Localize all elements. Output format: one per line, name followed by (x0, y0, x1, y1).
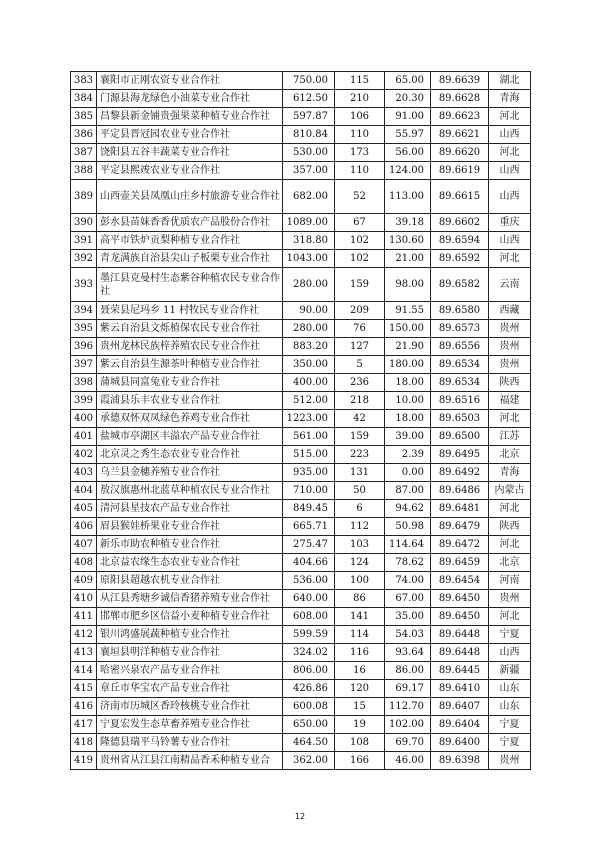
amount-cell: 536.00 (283, 572, 335, 590)
income-cell: 114.64 (385, 536, 431, 554)
row-number-cell: 386 (71, 126, 97, 144)
cooperative-name-cell: 青龙满族自治县尖山子板栗专业合作社 (97, 250, 283, 268)
row-number-cell: 388 (71, 162, 97, 180)
score-cell: 89.6516 (431, 392, 489, 410)
row-number-cell: 406 (71, 518, 97, 536)
table-row (71, 232, 531, 250)
income-cell: 91.55 (385, 302, 431, 320)
score-cell: 89.6448 (431, 644, 489, 662)
score-cell: 89.6448 (431, 626, 489, 644)
amount-cell: 612.50 (283, 90, 335, 108)
province-cell: 河北 (489, 144, 531, 162)
members-cell: 209 (335, 302, 385, 320)
income-cell: 113.00 (385, 180, 431, 214)
members-cell: 114 (335, 626, 385, 644)
score-cell: 89.6500 (431, 428, 489, 446)
cooperative-name-cell: 紫云自治县文烁植保农民专业合作社 (97, 320, 283, 338)
table-row (71, 554, 531, 572)
members-cell: 19 (335, 716, 385, 734)
score-cell: 89.6410 (431, 680, 489, 698)
score-cell: 89.6407 (431, 698, 489, 716)
score-cell: 89.6534 (431, 356, 489, 374)
cooperative-name-cell: 墨江县克曼村生态紫谷种植农民专业合作社 (97, 268, 283, 302)
table-row (71, 250, 531, 268)
province-cell: 贵州 (489, 590, 531, 608)
amount-cell: 1089.00 (283, 214, 335, 232)
amount-cell: 1043.00 (283, 250, 335, 268)
members-cell: 166 (335, 752, 385, 770)
members-cell: 108 (335, 734, 385, 752)
income-cell: 86.00 (385, 662, 431, 680)
table-row (71, 482, 531, 500)
province-cell: 宁夏 (489, 626, 531, 644)
amount-cell: 275.47 (283, 536, 335, 554)
score-cell: 89.6400 (431, 734, 489, 752)
province-cell: 宁夏 (489, 716, 531, 734)
row-number-cell: 411 (71, 608, 97, 626)
cooperative-name-cell: 眉县猴娃桥果业专业合作社 (97, 518, 283, 536)
province-cell: 江苏 (489, 428, 531, 446)
score-cell: 89.6615 (431, 180, 489, 214)
table-row (71, 752, 531, 770)
score-cell: 89.6445 (431, 662, 489, 680)
cooperative-name-cell: 乌兰县金穗养殖专业合作社 (97, 464, 283, 482)
row-number-cell: 403 (71, 464, 97, 482)
province-cell: 山东 (489, 698, 531, 716)
row-number-cell: 417 (71, 716, 97, 734)
income-cell: 18.00 (385, 410, 431, 428)
cooperative-name-cell: 平定县晋冠园农业专业合作社 (97, 126, 283, 144)
cooperative-name-cell: 北京灵之秀生态农业专业合作社 (97, 446, 283, 464)
score-cell: 89.6492 (431, 464, 489, 482)
cooperative-name-cell: 襄垣县明洋种植专业合作社 (97, 644, 283, 662)
score-cell: 89.6580 (431, 302, 489, 320)
score-cell: 89.6503 (431, 410, 489, 428)
members-cell: 127 (335, 338, 385, 356)
amount-cell: 650.00 (283, 716, 335, 734)
table-row (71, 268, 531, 302)
members-cell: 106 (335, 108, 385, 126)
row-number-cell: 383 (71, 72, 97, 90)
row-number-cell: 407 (71, 536, 97, 554)
row-number-cell: 391 (71, 232, 97, 250)
income-cell: 67.00 (385, 590, 431, 608)
income-cell: 20.30 (385, 90, 431, 108)
income-cell: 112.70 (385, 698, 431, 716)
province-cell: 贵州 (489, 356, 531, 374)
table-row (71, 716, 531, 734)
province-cell: 新疆 (489, 662, 531, 680)
income-cell: 65.00 (385, 72, 431, 90)
amount-cell: 710.00 (283, 482, 335, 500)
province-cell: 山西 (489, 180, 531, 214)
province-cell: 青海 (489, 464, 531, 482)
score-cell: 89.6594 (431, 232, 489, 250)
province-cell: 福建 (489, 392, 531, 410)
score-cell: 89.6639 (431, 72, 489, 90)
score-cell: 89.6573 (431, 320, 489, 338)
table-row (71, 644, 531, 662)
score-cell: 89.6602 (431, 214, 489, 232)
income-cell: 78.62 (385, 554, 431, 572)
province-cell: 北京 (489, 446, 531, 464)
income-cell: 0.00 (385, 464, 431, 482)
cooperative-name-cell: 承德双怀双凤绿色养鸡专业合作社 (97, 410, 283, 428)
cooperative-name-cell: 济南市历城区香玲核桃专业合作社 (97, 698, 283, 716)
cooperative-list-table (70, 71, 531, 770)
amount-cell: 806.00 (283, 662, 335, 680)
income-cell: 98.00 (385, 268, 431, 302)
cooperative-name-cell: 山西壶关县凤凰山庄乡村旅游专业合作社 (97, 180, 283, 214)
cooperative-name-cell: 昌黎县新金铺贵强果菜种植专业合作社 (97, 108, 283, 126)
row-number-cell: 387 (71, 144, 97, 162)
income-cell: 54.03 (385, 626, 431, 644)
score-cell: 89.6459 (431, 554, 489, 572)
amount-cell: 426.86 (283, 680, 335, 698)
province-cell: 贵州 (489, 320, 531, 338)
row-number-cell: 409 (71, 572, 97, 590)
row-number-cell: 416 (71, 698, 97, 716)
table-row (71, 72, 531, 90)
cooperative-name-cell: 新乐市助农种植专业合作社 (97, 536, 283, 554)
income-cell: 18.00 (385, 374, 431, 392)
amount-cell: 362.00 (283, 752, 335, 770)
row-number-cell: 385 (71, 108, 97, 126)
row-number-cell: 404 (71, 482, 97, 500)
score-cell: 89.6592 (431, 250, 489, 268)
row-number-cell: 399 (71, 392, 97, 410)
cooperative-name-cell: 清河县星技农产品专业合作社 (97, 500, 283, 518)
members-cell: 16 (335, 662, 385, 680)
province-cell: 河北 (489, 536, 531, 554)
row-number-cell: 405 (71, 500, 97, 518)
province-cell: 贵州 (489, 338, 531, 356)
cooperative-name-cell: 盐城市亭湖区丰溢农产品专业合作社 (97, 428, 283, 446)
score-cell: 89.6454 (431, 572, 489, 590)
income-cell: 91.00 (385, 108, 431, 126)
table-row (71, 464, 531, 482)
row-number-cell: 414 (71, 662, 97, 680)
province-cell: 山东 (489, 680, 531, 698)
row-number-cell: 413 (71, 644, 97, 662)
amount-cell: 350.00 (283, 356, 335, 374)
table-row (71, 518, 531, 536)
table-row (71, 126, 531, 144)
amount-cell: 357.00 (283, 162, 335, 180)
province-cell: 湖北 (489, 72, 531, 90)
score-cell: 89.6582 (431, 268, 489, 302)
amount-cell: 530.00 (283, 144, 335, 162)
row-number-cell: 418 (71, 734, 97, 752)
province-cell: 贵州 (489, 752, 531, 770)
table-row (71, 626, 531, 644)
table-row (71, 410, 531, 428)
score-cell: 89.6556 (431, 338, 489, 356)
income-cell: 69.70 (385, 734, 431, 752)
members-cell: 112 (335, 518, 385, 536)
members-cell: 131 (335, 464, 385, 482)
row-number-cell: 398 (71, 374, 97, 392)
row-number-cell: 410 (71, 590, 97, 608)
members-cell: 110 (335, 126, 385, 144)
income-cell: 21.00 (385, 250, 431, 268)
cooperative-name-cell: 敖汉旗惠州北蓝草种植农民专业合作社 (97, 482, 283, 500)
province-cell: 北京 (489, 554, 531, 572)
province-cell: 云南 (489, 268, 531, 302)
table-row (71, 180, 531, 214)
members-cell: 210 (335, 90, 385, 108)
amount-cell: 324.02 (283, 644, 335, 662)
cooperative-name-cell: 聂荣县尼玛乡 11 村牧民专业合作社 (97, 302, 283, 320)
table-row (71, 590, 531, 608)
score-cell: 89.6398 (431, 752, 489, 770)
cooperative-name-cell: 银川鸿盛展蔬种植专业合作社 (97, 626, 283, 644)
members-cell: 159 (335, 428, 385, 446)
score-cell: 89.6619 (431, 162, 489, 180)
amount-cell: 682.00 (283, 180, 335, 214)
cooperative-name-cell: 贵州龙林民族梓养殖农民专业合作社 (97, 338, 283, 356)
members-cell: 6 (335, 500, 385, 518)
row-number-cell: 389 (71, 180, 97, 214)
score-cell: 89.6495 (431, 446, 489, 464)
income-cell: 39.18 (385, 214, 431, 232)
table-row (71, 108, 531, 126)
members-cell: 5 (335, 356, 385, 374)
table-row (71, 90, 531, 108)
cooperative-name-cell: 门源县海龙绿色小油菜专业合作社 (97, 90, 283, 108)
amount-cell: 600.08 (283, 698, 335, 716)
members-cell: 110 (335, 162, 385, 180)
province-cell: 西藏 (489, 302, 531, 320)
cooperative-name-cell: 平定县熙竣农业专业合作社 (97, 162, 283, 180)
cooperative-name-cell: 原阳县超越农机专业合作社 (97, 572, 283, 590)
members-cell: 124 (335, 554, 385, 572)
score-cell: 89.6486 (431, 482, 489, 500)
table-row (71, 608, 531, 626)
page-number: 12 (294, 812, 306, 821)
province-cell: 青海 (489, 90, 531, 108)
members-cell: 236 (335, 374, 385, 392)
row-number-cell: 390 (71, 214, 97, 232)
income-cell: 55.97 (385, 126, 431, 144)
amount-cell: 280.00 (283, 268, 335, 302)
table-row (71, 392, 531, 410)
members-cell: 103 (335, 536, 385, 554)
score-cell: 89.6472 (431, 536, 489, 554)
members-cell: 86 (335, 590, 385, 608)
province-cell: 河北 (489, 608, 531, 626)
amount-cell: 404.66 (283, 554, 335, 572)
table-row (71, 536, 531, 554)
income-cell: 50.98 (385, 518, 431, 536)
table-row (71, 446, 531, 464)
cooperative-name-cell: 北京益农缘生态农业专业合作社 (97, 554, 283, 572)
members-cell: 52 (335, 180, 385, 214)
score-cell: 89.6481 (431, 500, 489, 518)
cooperative-name-cell: 邯郸市肥乡区信益小麦种植专业合作社 (97, 608, 283, 626)
income-cell: 56.00 (385, 144, 431, 162)
members-cell: 15 (335, 698, 385, 716)
province-cell: 河北 (489, 108, 531, 126)
row-number-cell: 392 (71, 250, 97, 268)
province-cell: 陕西 (489, 518, 531, 536)
row-number-cell: 402 (71, 446, 97, 464)
province-cell: 山西 (489, 644, 531, 662)
cooperative-name-cell: 蒲城县同富兔业专业合作社 (97, 374, 283, 392)
cooperative-name-cell: 襄阳市正刚农资专业合作社 (97, 72, 283, 90)
table-row (71, 500, 531, 518)
table-row (71, 428, 531, 446)
amount-cell: 750.00 (283, 72, 335, 90)
cooperative-name-cell: 高平市铁炉贡梨种植专业合作社 (97, 232, 283, 250)
cooperative-name-cell: 从江县秀塘乡诚信香猪养殖专业合作社 (97, 590, 283, 608)
amount-cell: 90.00 (283, 302, 335, 320)
income-cell: 2.39 (385, 446, 431, 464)
income-cell: 10.00 (385, 392, 431, 410)
amount-cell: 849.45 (283, 500, 335, 518)
income-cell: 150.00 (385, 320, 431, 338)
province-cell: 山西 (489, 126, 531, 144)
members-cell: 50 (335, 482, 385, 500)
score-cell: 89.6621 (431, 126, 489, 144)
members-cell: 102 (335, 232, 385, 250)
province-cell: 陕西 (489, 374, 531, 392)
table-row (71, 144, 531, 162)
province-cell: 河北 (489, 250, 531, 268)
income-cell: 35.00 (385, 608, 431, 626)
amount-cell: 599.59 (283, 626, 335, 644)
table-row (71, 338, 531, 356)
row-number-cell: 397 (71, 356, 97, 374)
members-cell: 159 (335, 268, 385, 302)
province-cell: 山西 (489, 232, 531, 250)
row-number-cell: 412 (71, 626, 97, 644)
row-number-cell: 393 (71, 268, 97, 302)
amount-cell: 512.00 (283, 392, 335, 410)
income-cell: 130.60 (385, 232, 431, 250)
cooperative-name-cell: 贵州省从江县江南精品香禾种植专业合 (97, 752, 283, 770)
income-cell: 69.17 (385, 680, 431, 698)
row-number-cell: 394 (71, 302, 97, 320)
members-cell: 115 (335, 72, 385, 90)
members-cell: 218 (335, 392, 385, 410)
members-cell: 67 (335, 214, 385, 232)
income-cell: 93.64 (385, 644, 431, 662)
members-cell: 102 (335, 250, 385, 268)
score-cell: 89.6620 (431, 144, 489, 162)
cooperative-name-cell: 霞浦县乐丰农业专业合作社 (97, 392, 283, 410)
amount-cell: 665.71 (283, 518, 335, 536)
table-row (71, 320, 531, 338)
cooperative-name-cell: 哈密兴泉农产品专业合作社 (97, 662, 283, 680)
table-row (71, 374, 531, 392)
row-number-cell: 419 (71, 752, 97, 770)
score-cell: 89.6479 (431, 518, 489, 536)
amount-cell: 1223.00 (283, 410, 335, 428)
table-row (71, 734, 531, 752)
cooperative-name-cell: 紫云自治县生源茶叶种植专业合作社 (97, 356, 283, 374)
table-body (71, 72, 531, 770)
table-row (71, 698, 531, 716)
table-row (71, 356, 531, 374)
table-row (71, 662, 531, 680)
row-number-cell: 400 (71, 410, 97, 428)
members-cell: 141 (335, 608, 385, 626)
province-cell: 重庆 (489, 214, 531, 232)
province-cell: 山西 (489, 162, 531, 180)
score-cell: 89.6628 (431, 90, 489, 108)
cooperative-name-cell: 宁夏宏发生态草畜养殖专业合作社 (97, 716, 283, 734)
amount-cell: 608.00 (283, 608, 335, 626)
members-cell: 120 (335, 680, 385, 698)
income-cell: 21.90 (385, 338, 431, 356)
amount-cell: 515.00 (283, 446, 335, 464)
province-cell: 河北 (489, 410, 531, 428)
cooperative-name-cell: 隆德县瑞平马铃薯专业合作社 (97, 734, 283, 752)
row-number-cell: 408 (71, 554, 97, 572)
province-cell: 内蒙古 (489, 482, 531, 500)
score-cell: 89.6623 (431, 108, 489, 126)
amount-cell: 280.00 (283, 320, 335, 338)
income-cell: 46.00 (385, 752, 431, 770)
cooperative-name-cell: 彭水县苗妹香香优质农产品股份合作社 (97, 214, 283, 232)
members-cell: 76 (335, 320, 385, 338)
amount-cell: 464.50 (283, 734, 335, 752)
amount-cell: 400.00 (283, 374, 335, 392)
amount-cell: 640.00 (283, 590, 335, 608)
members-cell: 173 (335, 144, 385, 162)
members-cell: 42 (335, 410, 385, 428)
row-number-cell: 415 (71, 680, 97, 698)
row-number-cell: 396 (71, 338, 97, 356)
cooperative-name-cell: 章丘市华宝农产品专业合作社 (97, 680, 283, 698)
members-cell: 223 (335, 446, 385, 464)
score-cell: 89.6404 (431, 716, 489, 734)
amount-cell: 318.80 (283, 232, 335, 250)
score-cell: 89.6534 (431, 374, 489, 392)
amount-cell: 883.20 (283, 338, 335, 356)
income-cell: 180.00 (385, 356, 431, 374)
table-row (71, 162, 531, 180)
income-cell: 94.62 (385, 500, 431, 518)
table-row (71, 214, 531, 232)
income-cell: 39.00 (385, 428, 431, 446)
cooperative-name-cell: 饶阳县五谷丰蔬菜专业合作社 (97, 144, 283, 162)
members-cell: 100 (335, 572, 385, 590)
amount-cell: 810.84 (283, 126, 335, 144)
income-cell: 87.00 (385, 482, 431, 500)
table-row (71, 680, 531, 698)
row-number-cell: 401 (71, 428, 97, 446)
score-cell: 89.6450 (431, 590, 489, 608)
income-cell: 74.00 (385, 572, 431, 590)
amount-cell: 935.00 (283, 464, 335, 482)
amount-cell: 597.87 (283, 108, 335, 126)
province-cell: 宁夏 (489, 734, 531, 752)
score-cell: 89.6450 (431, 608, 489, 626)
amount-cell: 561.00 (283, 428, 335, 446)
income-cell: 124.00 (385, 162, 431, 180)
row-number-cell: 384 (71, 90, 97, 108)
row-number-cell: 395 (71, 320, 97, 338)
province-cell: 河南 (489, 572, 531, 590)
members-cell: 116 (335, 644, 385, 662)
table-row (71, 572, 531, 590)
income-cell: 102.00 (385, 716, 431, 734)
province-cell: 河北 (489, 500, 531, 518)
table-row (71, 302, 531, 320)
